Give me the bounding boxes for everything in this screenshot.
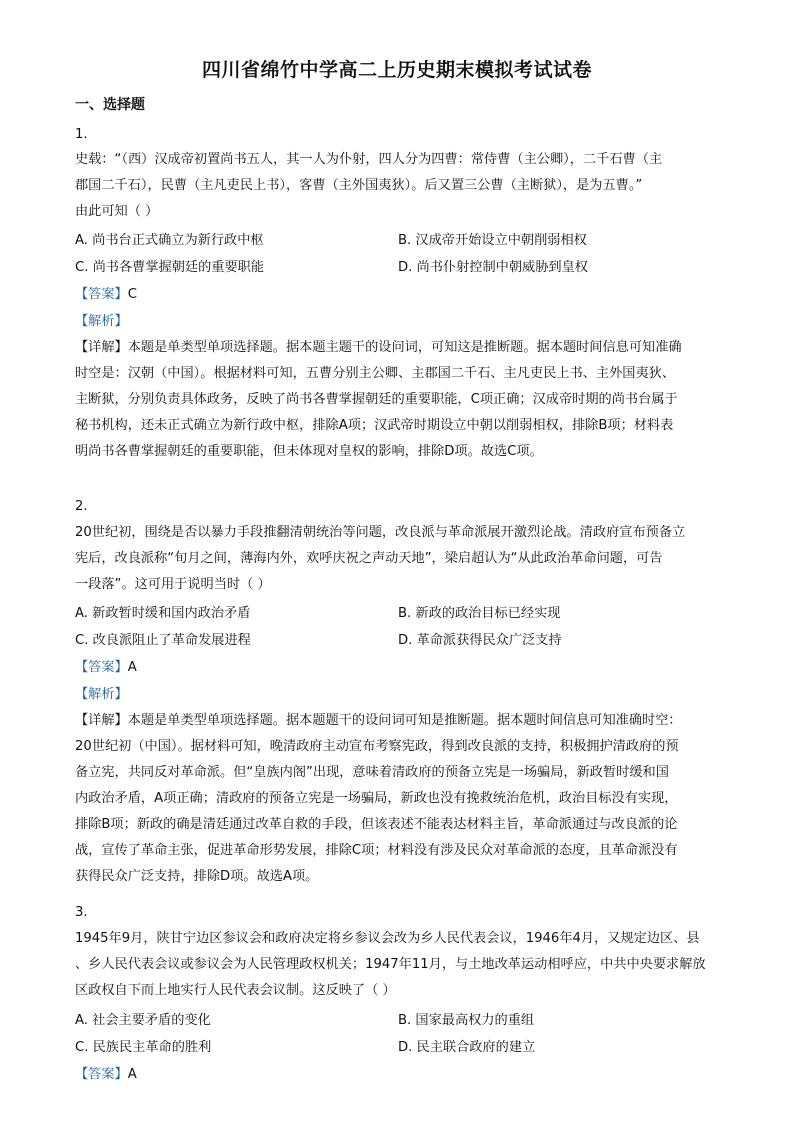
q1-detail-line: 【详解】本题是单类型单项选择题。据本题主题干的设问词，可知这是推断题。据本题时间信息可知准确 bbox=[75, 340, 682, 355]
q1-number: 1. bbox=[75, 127, 88, 142]
q2-detail-line: 获得民众广泛支持，排除D项。故选A项。 bbox=[75, 869, 319, 884]
q3-stem-line: 区政权自下而上地实行人民代表会议制。这反映了（ ） bbox=[75, 983, 396, 998]
q2-stem-line: 20世纪初，围绕是否以暴力手段推翻清朝统治等问题，改良派与革命派展开激烈论战。清政府宣布预备立 bbox=[75, 525, 686, 540]
answer-label: 【答案】 bbox=[75, 660, 128, 675]
q3-option-c: C. 民族民主革命的胜利 bbox=[75, 1040, 212, 1055]
q2-analysis-label: 【解析】 bbox=[75, 687, 128, 702]
q2-detail-line: 20世纪初（中国）。据材料可知，晚清政府主动宣布考察宪政，得到改良派的支持，积极拥护清政府的预 bbox=[75, 739, 679, 754]
section-heading: 一、选择题 bbox=[75, 97, 145, 113]
q1-stem-line: 史载：“（西）汉成帝初置尚书五人，其一人为仆射，四人分为四曹：常侍曹（主公卿），二千石曹（主 bbox=[75, 152, 663, 167]
q1-detail-line: 主断狱，分别负责具体政务，反映了尚书各曹掌握朝廷的重要职能，C项正确；汉成帝时期的尚书台属于 bbox=[75, 392, 678, 407]
q1-detail-line: 明尚书各曹掌握朝廷的重要职能，但未体现对皇权的影响，排除D项。故选C项。 bbox=[75, 444, 543, 459]
q3-option-a: A. 社会主要矛盾的变化 bbox=[75, 1013, 211, 1028]
answer-value: C bbox=[127, 287, 137, 302]
q3-answer bbox=[75, 1065, 137, 1085]
answer-label: 【答案】 bbox=[75, 287, 128, 302]
q2-detail-line: 战，宣传了革命主张，促进革命形势发展，排除C项；材料没有涉及民众对革命派的态度，且革命派没有 bbox=[75, 843, 678, 858]
q1-option-a: A. 尚书台正式确立为新行政中枢 bbox=[75, 233, 264, 248]
q2-detail-line: 内政治矛盾，A项正确；清政府的预备立宪是一场骗局，新政也没有挽救统治危机，政治目标没有实现， bbox=[75, 791, 678, 806]
q2-stem-line: 一段落”。这可用于说明当时（ ） bbox=[75, 577, 271, 592]
q1-option-c: C. 尚书各曹掌握朝廷的重要职能 bbox=[75, 260, 265, 275]
q3-option-d: D. 民主联合政府的建立 bbox=[398, 1040, 536, 1055]
q2-option-b: B. 新政的政治目标已经实现 bbox=[398, 606, 561, 621]
q1-detail-line: 秘书机构，还未正式确立为新行政中枢，排除A项；汉武帝时期设立中朝以削弱相权，排除B项；材料表 bbox=[75, 418, 674, 433]
q2-detail-line: 【详解】本题是单类型单项选择题。据本题题干的设问词可知是推断题。据本题时间信息可知准确时空： bbox=[75, 713, 682, 728]
q1-option-b: B. 汉成帝开始设立中朝削弱相权 bbox=[398, 233, 587, 248]
q1-analysis-label: 【解析】 bbox=[75, 314, 128, 329]
q3-stem-line: 、乡人民代表会议或参议会为人民管理政权机关；1947年11月，与土地改革运动相呼应，中共中央要求解放 bbox=[75, 957, 706, 972]
q2-option-c: C. 改良派阻止了革命发展进程 bbox=[75, 633, 251, 648]
q1-answer bbox=[75, 285, 137, 305]
answer-value: A bbox=[127, 1067, 137, 1082]
q2-answer bbox=[75, 658, 137, 678]
q2-option-a: A. 新政暂时缓和国内政治矛盾 bbox=[75, 606, 251, 621]
answer-value: A bbox=[127, 660, 137, 675]
q2-option-d: D. 革命派获得民众广泛支持 bbox=[398, 633, 562, 648]
q2-detail-line: 排除B项；新政的确是清廷通过改革自救的手段，但该表述不能表达材料主旨，革命派通过与改良派的论 bbox=[75, 817, 678, 832]
answer-label: 【答案】 bbox=[75, 1067, 128, 1082]
q1-detail-line: 时空是：汉朝（中国）。根据材料可知，五曹分别主公卿、主郡国二千石、主凡吏民上书、主外国夷狄、 bbox=[75, 366, 676, 381]
q3-option-b: B. 国家最高权力的重组 bbox=[398, 1013, 535, 1028]
q3-number: 3. bbox=[75, 905, 88, 920]
q2-number: 2. bbox=[75, 499, 88, 514]
q2-detail-line: 备立宪，共同反对革命派。但“皇族内阁”出现，意味着清政府的预备立宪是一场骗局，新政暂时缓和国 bbox=[75, 765, 669, 780]
q1-stem-line: 由此可知（ ） bbox=[75, 204, 159, 219]
document-title: 四川省绵竹中学高二上历史期末模拟考试试卷 bbox=[201, 59, 592, 81]
q3-stem-line: 1945年9月，陕甘宁边区参议会和政府决定将乡参议会改为乡人民代表会议，1946年4月，又规定边区、县 bbox=[75, 931, 700, 946]
q2-stem-line: 宪后，改良派称“旬月之间，薄海内外，欢呼庆祝之声动天地”，梁启超认为“从此政治革命问题，可告 bbox=[75, 551, 663, 566]
q1-option-d: D. 尚书仆射控制中朝威胁到皇权 bbox=[398, 260, 588, 275]
q1-stem-line: 郡国二千石），民曹（主凡吏民上书），客曹（主外国夷狄）。后又置三公曹（主断狱），是为五曹。” bbox=[75, 178, 643, 193]
